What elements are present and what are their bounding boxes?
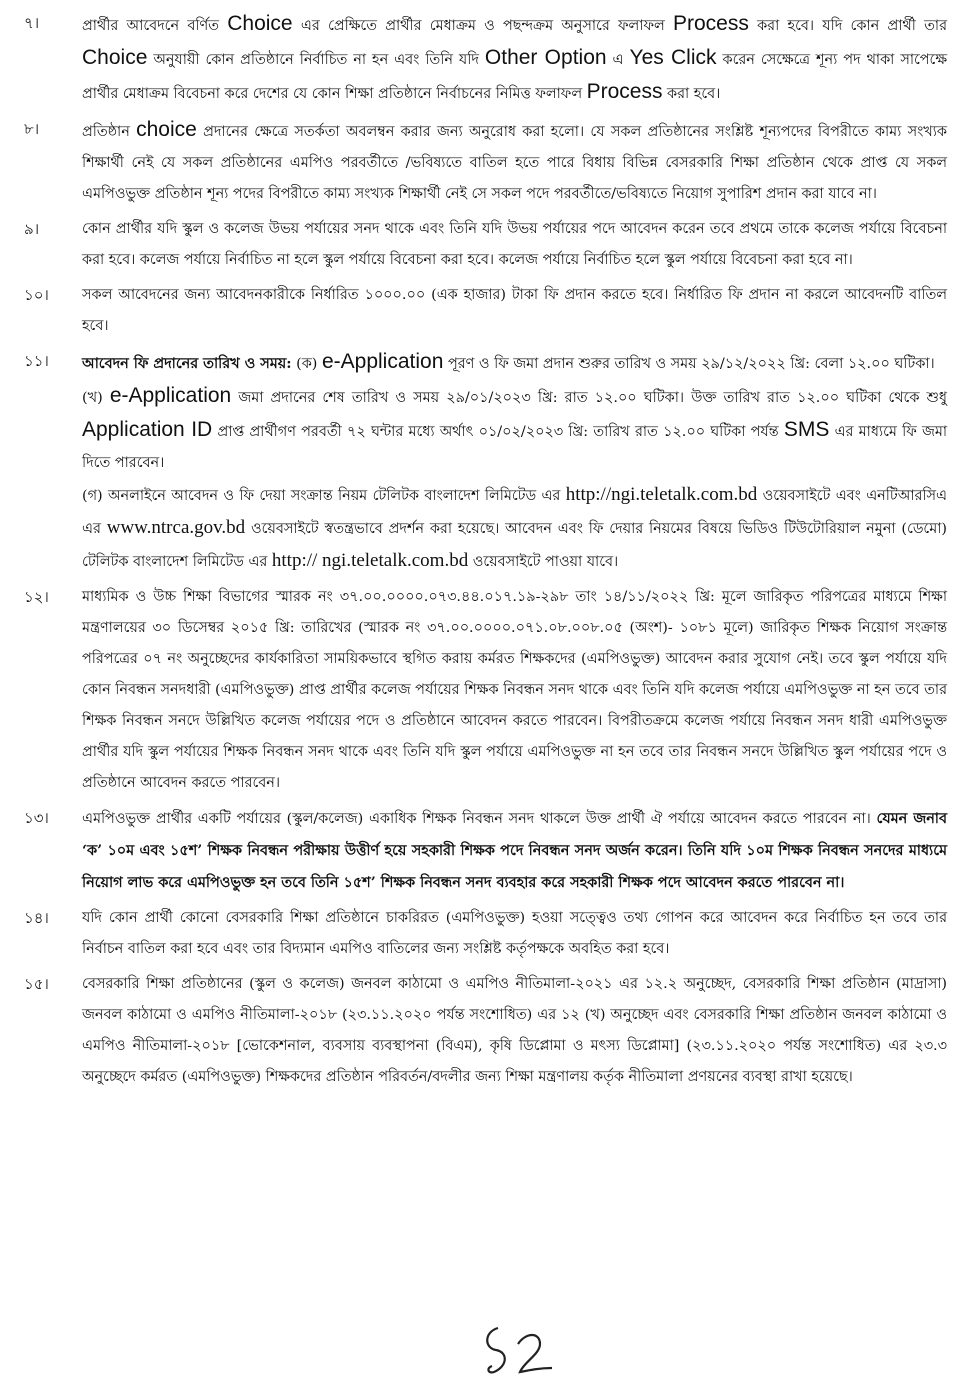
text-run: প্রার্থীর আবেদনে বর্ণিত	[82, 18, 228, 34]
text-run: ওয়েবসাইটে পাওয়া যাবে।	[468, 554, 619, 570]
item-body	[82, 214, 947, 276]
latin-term: Yes Click	[629, 46, 717, 69]
text-run: এর প্রেক্ষিতে প্রার্থীর মেধাক্রম ও পছন্দক্রম অনুসারে ফলাফল	[292, 18, 673, 34]
latin-term: Application ID	[82, 418, 213, 441]
text-run: প্রদানের ক্ষেত্রে সতর্কতা অবলম্বন করার জন্য অনুরোধ করা হলো। যে সকল প্রতিষ্ঠানের সংশ্লিষ্ট শূন্যপদের বিপরীতে কাম্য সংখ্যক শিক্ষার্থী নেই যে সকল প্রতিষ্ঠানের এমপিও পরবর্তীতে /ভবিষ্যতে বাতিল হতে পারে বিধায় বিভিন্ন বেসরকারি শিক্ষা প্রতিষ্ঠান থেকে প্রাপ্ত যে সকল এমপিওভুক্ত প্রতিষ্ঠান শূন্য পদের বিপরীতে কাম্য সংখ্যক শিক্ষার্থী নেই সে সকল পদে পরবর্তীতে/ভবিষ্যতে নিয়োগ সুপারিশ প্রদান করা যাবে না।	[82, 124, 947, 202]
bold-text: যেমন জনাব ‘ক’ ১০ম এবং ১৫শ’ শিক্ষক নিবন্ধন পরীক্ষায় উত্তীর্ণ হয়ে সহকারী শিক্ষক পদে নিবন্ধন সনদ অর্জন করেন। তিনি যদি ১০ম শিক্ষক নিবন্ধন সনদের মাধ্যমে নিয়োগ লাভ করে এমপিওভুক্ত হন তবে তিনি ১৫শ’ শিক্ষক নিবন্ধন সনদ ব্যবহার করে সহকারী শিক্ষক পদে আবেদন করতে পারবেন না।	[82, 810, 947, 891]
item-body	[82, 114, 947, 210]
text-run: এ	[606, 52, 630, 68]
list-item	[22, 8, 947, 110]
item-number: ৯।	[24, 220, 40, 238]
text-run: জমা প্রদানের শেষ তারিখ ও সময় ২৯/০১/২০২৩ খ্রি: রাত ১২.০০ ঘটিকা। উক্ত তারিখ রাত ১২.০০ ঘটিকা থেকে শুধু	[231, 390, 947, 406]
item-number: ১২।	[24, 588, 49, 606]
bold-text: আবেদন ফি প্রদানের তারিখ ও সময়:	[82, 355, 292, 372]
item-number: ৭।	[24, 14, 40, 32]
list-item	[22, 903, 947, 965]
latin-term: Process	[672, 12, 749, 35]
url-text: http://ngi.teletalk.com.bd	[565, 484, 758, 505]
latin-term: Choice	[227, 12, 293, 35]
text-run: অনুযায়ী কোন প্রতিষ্ঠানে নির্বাচিত না হন এবং তিনি যদি	[147, 52, 485, 68]
text-run: ওয়েবসাইটে স্বতন্ত্রভাবে প্রদর্শন করা হয়েছে। আবেদন এবং ফি দেয়ার নিয়মের বিষয়ে ভিডিও টিউটোরিয়াল নমুনা (ডেমো) টেলিটক বাংলাদেশ লিমিটেড এর	[82, 521, 947, 570]
text-run: বেসরকারি শিক্ষা প্রতিষ্ঠানের (স্কুল ও কলেজ) জনবল কাঠামো ও এমপিও নীতিমালা-২০২১ এর ১২.২ অনুচ্ছেদ, বেসরকারি শিক্ষা প্রতিষ্ঠান (মাদ্রাসা) জনবল কাঠামো ও এমপিও নীতিমালা-২০১৮ (২৩.১১.২০২০ পর্যন্ত সংশোধিত) এর ১২ (খ) অনুচ্ছেদ এবং বেসরকারি শিক্ষা প্রতিষ্ঠান জনবল কাঠামো ও এমপিও নীতিমালা-২০১৮ [ভোকেশনাল, ব্যবসায় ব্যবস্থাপনা (বিএম), কৃষি ডিপ্লোমা ও মৎস্য ডিপ্লোমা] (২৩.১১.২০২০ পর্যন্ত সংশোধিত) এর ২৩.৩ অনুচ্ছেদে কর্মরত (এমপিওভুক্ত) শিক্ষকদের প্রতিষ্ঠান পরিবর্তন/বদলীর জন্য শিক্ষা মন্ত্রণালয় কর্তৃক নীতিমালা প্রণয়নের ব্যবস্থা রাখা হয়েছে।	[82, 976, 947, 1085]
text-run: কোন প্রার্থীর যদি স্কুল ও কলেজ উভয় পর্যায়ের সনদ থাকে এবং তিনি যদি উভয় পর্যায়ের পদে আবেদন করেন তবে প্রথমে তাকে কলেজ পর্যায়ে বিবেচনা করা হবে। কলেজ পর্যায়ে নির্বাচিত না হলে স্কুল পর্যায়ে বিবেচনা করা হবে। কলেজ পর্যায়ে নির্বাচিত হলে স্কুল পর্যায়ে বিবেচনা করা হবে না।	[82, 221, 947, 268]
item-number: ১৫।	[24, 975, 49, 993]
item-body	[82, 8, 947, 110]
url-text: http:// ngi.teletalk.com.bd	[271, 550, 469, 571]
text-run: এমপিওভুক্ত প্রার্থীর একটি পর্যায়ের (স্কুল/কলেজ) একাধিক শিক্ষক নিবন্ধন সনদ থাকলে উক্ত প্রার্থী ঐ পর্যায়ে আবেদন করতে পারবেন না।	[82, 811, 877, 827]
latin-term: choice	[136, 118, 197, 141]
text-run: পূরণ ও ফি জমা প্রদান শুরুর তারিখ ও সময় ২৯/১২/২০২২ খ্রি: বেলা ১২.০০ ঘটিকা।	[443, 356, 935, 372]
url-text: www.ntrca.gov.bd	[106, 517, 246, 538]
item-body	[82, 803, 947, 899]
text-run: এর মাধ্যমে ফি জমা দিতে পারবেন।	[82, 424, 947, 471]
latin-term: Choice	[82, 46, 148, 69]
sub-item-ka	[82, 346, 947, 380]
latin-term: Process	[586, 80, 663, 103]
latin-term: e-Application	[321, 350, 444, 373]
list-item	[22, 280, 947, 342]
text-run: প্রাপ্ত প্রার্থীগণ পরবর্তী ৭২ ঘন্টার মধ্যে অর্থাৎ ০১/০২/২০২৩ খ্রি: তারিখ রাত ১২.০০ ঘটিকা পর্যন্ত	[212, 424, 784, 440]
text-run: (ক)	[291, 356, 322, 372]
list-item	[22, 214, 947, 276]
sub-item-kha	[82, 380, 947, 479]
item-body	[82, 346, 947, 578]
latin-term: e-Application	[109, 384, 232, 407]
text-run: সকল আবেদনের জন্য আবেদনকারীকে নির্ধারিত ১০০০.০০ (এক হাজার) টাকা ফি প্রদান করতে হবে। নির্ধারিত ফি প্রদান না করলে আবেদনটি বাতিল হবে।	[82, 287, 947, 334]
list-item	[22, 803, 947, 899]
text-run: যদি কোন প্রার্থী কোনো বেসরকারি শিক্ষা প্রতিষ্ঠানে চাকরিরত (এমপিওভুক্ত) হওয়া সত্ত্বেও তথ্য গোপন করে আবেদন করে নির্বাচিত হন তবে তার নির্বাচন বাতিল করা হবে এবং তার বিদ্যমান এমপিও বাতিলের জন্য সংশ্লিষ্ট কর্তৃপক্ষকে অবহিত করা হবে।	[82, 910, 947, 957]
latin-term: Other Option	[484, 46, 607, 69]
instruction-list	[22, 8, 947, 342]
sub-item-ga	[82, 479, 947, 578]
text-run: করেন সেক্ষেত্রে শূন্য পদ থাকা সাপেক্ষে প্রার্থীর মেধাক্রম বিবেচনা করে দেশের যে কোন শিক্ষা প্রতিষ্ঠানে নির্বাচনের নিমিত্ত ফলাফল	[82, 52, 947, 102]
latin-term: SMS	[783, 418, 830, 441]
text-run: মাধ্যমিক ও উচ্চ শিক্ষা বিভাগের স্মারক নং ৩৭.০০.০০০০.০৭৩.৪৪.০১৭.১৯-২৯৮ তাং ১৪/১১/২০২২ খ্রি: মূলে জারিকৃত পরিপত্রের মাধ্যমে শিক্ষা মন্ত্রণালয়ের ৩০ ডিসেম্বর ২০১৫ খ্রি: তারিখের (স্মারক নং ৩৭.০০.০০০০.০৭১.০৮.০০৮.০৫ (অংশ)- ১০৮১ মূলে) জারিকৃত শিক্ষক নিয়োগ সংক্রান্ত পরিপত্রের ০৭ নং অনুচ্ছেদের কার্যকারিতা সাময়িকভাবে স্থগিত করায় কর্মরত শিক্ষকদের (এমপিওভুক্ত) আবেদন করার সুযোগ নেই। তবে স্কুল পর্যায়ে যদি কোন নিবন্ধন সনদধারী (এমপিওভুক্ত) প্রাপ্ত প্রার্থীর কলেজ পর্যায়ের শিক্ষক নিবন্ধন সনদ থাকে এবং তিনি যদি কলেজ পর্যায়ে এমপিওভুক্ত না হন তবে তার শিক্ষক নিবন্ধন সনদে উল্লিখিত কলেজ পর্যায়ের পদে ও প্রতিষ্ঠানে আবেদন করতে পারবেন। বিপরীতক্রমে কলেজ পর্যায়ে নিবন্ধন সনদ ধারী এমপিওভুক্ত প্রার্থীর যদি স্কুল পর্যায়ের শিক্ষক নিবন্ধন সনদ থাকে এবং তিনি যদি স্কুল পর্যায়ে এমপিওভুক্ত না হন তবে তার নিবন্ধন সনদে উল্লিখিত স্কুল পর্যায়ের পদে ও প্রতিষ্ঠানে আবেদন করতে পারবেন।	[82, 589, 947, 791]
text-run: করা হবে। যদি কোন প্রার্থী তার	[748, 18, 947, 34]
text-run: ওয়েবসাইটে এবং এনটিআরসিএ এর	[82, 488, 947, 537]
text-run: (খ)	[82, 390, 110, 406]
item-number: ১০।	[24, 286, 49, 304]
item-body	[82, 903, 947, 965]
instruction-list-continued	[22, 582, 947, 1093]
item-body	[82, 582, 947, 799]
text-run: করা হবে।	[662, 86, 721, 102]
handwritten-page-number	[478, 1318, 558, 1382]
item-number: ৮।	[24, 120, 40, 138]
list-item	[22, 969, 947, 1093]
item-body	[82, 969, 947, 1093]
list-item	[22, 114, 947, 210]
item-number: ১১।	[24, 352, 49, 370]
text-run: প্রতিষ্ঠান	[82, 124, 137, 140]
list-item-11	[22, 346, 947, 578]
item-body	[82, 280, 947, 342]
list-item	[22, 582, 947, 799]
text-run: (গ) অনলাইনে আবেদন ও ফি দেয়া সংক্রান্ত নিয়ম টেলিটক বাংলাদেশ লিমিটেড এর	[82, 488, 566, 504]
item-number: ১৪।	[24, 909, 49, 927]
item-number: ১৩।	[24, 809, 49, 827]
